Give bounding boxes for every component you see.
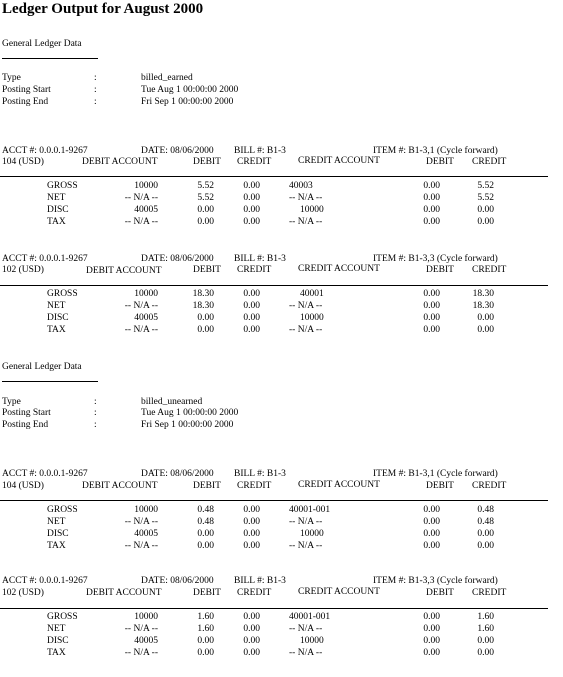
bill-number: BILL #: B1-3 bbox=[234, 576, 286, 586]
credit-cell: 0.00 bbox=[243, 217, 260, 227]
credit-cell: 0.00 bbox=[477, 636, 494, 646]
table-rule bbox=[0, 608, 548, 609]
row-type: GROSS bbox=[47, 181, 78, 191]
gl-account: 102 (USD) bbox=[2, 588, 44, 598]
credit-cell: 0.00 bbox=[243, 612, 260, 622]
credit-cell: 0.00 bbox=[477, 325, 494, 335]
item-number: ITEM #: B1-3,1 (Cycle forward) bbox=[373, 469, 498, 479]
row-type: TAX bbox=[47, 325, 66, 335]
field-separator: : bbox=[94, 85, 97, 95]
credit-account-cell: -- N/A -- bbox=[289, 517, 323, 527]
debit-cell: 18.30 bbox=[192, 301, 214, 311]
field-label: Posting Start bbox=[2, 408, 51, 418]
credit-cell: 0.00 bbox=[243, 181, 260, 191]
debit-cell: 0.48 bbox=[197, 505, 214, 515]
credit-cell: 0.00 bbox=[243, 193, 260, 203]
debit-cell: 18.30 bbox=[192, 289, 214, 299]
row-type: DISC bbox=[47, 636, 69, 646]
field-separator: : bbox=[94, 397, 97, 407]
credit-account-cell: -- N/A -- bbox=[289, 624, 323, 634]
acct-number: ACCT #: 0.0.0.1-9267 bbox=[2, 469, 88, 479]
debit-cell: 0.00 bbox=[197, 541, 214, 551]
credit-cell: 0.48 bbox=[477, 505, 494, 515]
col-credit: CREDIT bbox=[472, 265, 507, 275]
col-debit: DEBIT bbox=[193, 265, 221, 275]
debit-account-cell: -- N/A -- bbox=[124, 325, 158, 335]
credit-account-cell: -- N/A -- bbox=[289, 325, 323, 335]
col-credit: CREDIT bbox=[237, 157, 272, 167]
debit-cell: 0.00 bbox=[423, 505, 440, 515]
credit-account-cell: 10000 bbox=[300, 529, 324, 539]
credit-cell: 0.00 bbox=[477, 648, 494, 658]
row-type: NET bbox=[47, 624, 66, 634]
debit-cell: 0.00 bbox=[423, 205, 440, 215]
col-credit: CREDIT bbox=[472, 588, 507, 598]
col-debit: DEBIT bbox=[426, 157, 454, 167]
section-heading: General Ledger Data bbox=[2, 39, 82, 49]
credit-cell: 0.00 bbox=[243, 205, 260, 215]
field-value: Fri Sep 1 00:00:00 2000 bbox=[141, 420, 234, 430]
row-type: DISC bbox=[47, 313, 69, 323]
debit-cell: 0.00 bbox=[423, 313, 440, 323]
credit-cell: 1.60 bbox=[477, 624, 494, 634]
row-type: GROSS bbox=[47, 612, 78, 622]
debit-account-cell: 40005 bbox=[134, 313, 158, 323]
entry-date: DATE: 08/06/2000 bbox=[141, 254, 214, 264]
col-debit-account: DEBIT ACCOUNT bbox=[82, 157, 158, 167]
col-debit-account: DEBIT ACCOUNT bbox=[86, 266, 162, 276]
field-label: Posting End bbox=[2, 97, 49, 107]
row-type: TAX bbox=[47, 217, 66, 227]
debit-cell: 0.00 bbox=[423, 181, 440, 191]
row-type: NET bbox=[47, 517, 66, 527]
field-value: billed_unearned bbox=[141, 397, 203, 407]
debit-cell: 0.00 bbox=[423, 193, 440, 203]
col-debit: DEBIT bbox=[193, 588, 221, 598]
debit-cell: 0.00 bbox=[423, 541, 440, 551]
field-value: Tue Aug 1 00:00:00 2000 bbox=[141, 85, 239, 95]
debit-account-cell: -- N/A -- bbox=[124, 624, 158, 634]
col-credit-account: CREDIT ACCOUNT bbox=[298, 480, 380, 490]
debit-cell: 5.52 bbox=[197, 181, 214, 191]
credit-cell: 0.00 bbox=[243, 529, 260, 539]
debit-cell: 0.00 bbox=[423, 612, 440, 622]
col-credit-account: CREDIT ACCOUNT bbox=[298, 156, 380, 166]
entry-date: DATE: 08/06/2000 bbox=[141, 469, 214, 479]
debit-cell: 0.00 bbox=[197, 325, 214, 335]
field-label: Posting Start bbox=[2, 85, 51, 95]
debit-cell: 0.00 bbox=[423, 325, 440, 335]
row-type: TAX bbox=[47, 541, 66, 551]
col-debit: DEBIT bbox=[193, 481, 221, 491]
col-debit-account: DEBIT ACCOUNT bbox=[82, 481, 158, 491]
debit-cell: 0.00 bbox=[423, 301, 440, 311]
field-label: Type bbox=[2, 397, 21, 407]
credit-account-cell: -- N/A -- bbox=[289, 301, 323, 311]
credit-cell: 0.00 bbox=[243, 505, 260, 515]
gl-account: 102 (USD) bbox=[2, 265, 44, 275]
acct-number: ACCT #: 0.0.0.1-9267 bbox=[2, 576, 88, 586]
debit-cell: 0.00 bbox=[197, 205, 214, 215]
credit-account-cell: 40001 bbox=[300, 289, 324, 299]
debit-cell: 0.00 bbox=[423, 648, 440, 658]
row-type: TAX bbox=[47, 648, 66, 658]
field-separator: : bbox=[94, 97, 97, 107]
row-type: DISC bbox=[47, 205, 69, 215]
debit-cell: 5.52 bbox=[197, 193, 214, 203]
credit-account-cell: 40001-001 bbox=[289, 505, 331, 515]
debit-account-cell: 10000 bbox=[134, 289, 158, 299]
section-heading: General Ledger Data bbox=[2, 362, 82, 372]
credit-cell: 0.00 bbox=[477, 205, 494, 215]
credit-account-cell: 40003 bbox=[289, 181, 313, 191]
col-credit: CREDIT bbox=[237, 265, 272, 275]
debit-account-cell: -- N/A -- bbox=[124, 217, 158, 227]
gl-account: 104 (USD) bbox=[2, 157, 44, 167]
debit-account-cell: -- N/A -- bbox=[124, 301, 158, 311]
entry-date: DATE: 08/06/2000 bbox=[141, 576, 214, 586]
debit-cell: 0.00 bbox=[423, 217, 440, 227]
debit-account-cell: 10000 bbox=[134, 612, 158, 622]
credit-cell: 0.00 bbox=[243, 541, 260, 551]
debit-cell: 0.00 bbox=[423, 289, 440, 299]
debit-cell: 1.60 bbox=[197, 624, 214, 634]
table-rule bbox=[0, 285, 548, 286]
debit-cell: 0.00 bbox=[423, 517, 440, 527]
debit-cell: 1.60 bbox=[197, 612, 214, 622]
debit-cell: 0.00 bbox=[423, 636, 440, 646]
col-credit: CREDIT bbox=[472, 481, 507, 491]
credit-cell: 5.52 bbox=[477, 193, 494, 203]
credit-cell: 18.30 bbox=[472, 301, 494, 311]
debit-account-cell: -- N/A -- bbox=[124, 193, 158, 203]
item-number: ITEM #: B1-3,1 (Cycle forward) bbox=[373, 146, 498, 156]
col-credit: CREDIT bbox=[237, 588, 272, 598]
credit-cell: 5.52 bbox=[477, 181, 494, 191]
row-type: GROSS bbox=[47, 505, 78, 515]
credit-account-cell: -- N/A -- bbox=[289, 193, 323, 203]
acct-number: ACCT #: 0.0.0.1-9267 bbox=[2, 254, 88, 264]
table-rule bbox=[0, 176, 548, 177]
debit-account-cell: 10000 bbox=[134, 505, 158, 515]
item-number: ITEM #: B1-3,3 (Cycle forward) bbox=[373, 254, 498, 264]
entry-date: DATE: 08/06/2000 bbox=[141, 146, 214, 156]
col-debit: DEBIT bbox=[193, 157, 221, 167]
debit-account-cell: -- N/A -- bbox=[124, 517, 158, 527]
bill-number: BILL #: B1-3 bbox=[234, 469, 286, 479]
field-label: Posting End bbox=[2, 420, 49, 430]
credit-account-cell: -- N/A -- bbox=[289, 217, 323, 227]
row-type: DISC bbox=[47, 529, 69, 539]
col-credit: CREDIT bbox=[472, 157, 507, 167]
field-value: Fri Sep 1 00:00:00 2000 bbox=[141, 97, 234, 107]
row-type: GROSS bbox=[47, 289, 78, 299]
debit-cell: 0.00 bbox=[423, 529, 440, 539]
table-rule bbox=[0, 500, 548, 501]
credit-cell: 0.00 bbox=[477, 541, 494, 551]
bill-number: BILL #: B1-3 bbox=[234, 254, 286, 264]
col-debit: DEBIT bbox=[426, 481, 454, 491]
credit-cell: 0.00 bbox=[243, 517, 260, 527]
credit-account-cell: 10000 bbox=[300, 205, 324, 215]
row-type: NET bbox=[47, 301, 66, 311]
credit-cell: 0.00 bbox=[243, 624, 260, 634]
debit-cell: 0.00 bbox=[197, 313, 214, 323]
col-credit-account: CREDIT ACCOUNT bbox=[298, 264, 380, 274]
col-debit: DEBIT bbox=[426, 265, 454, 275]
item-number: ITEM #: B1-3,3 (Cycle forward) bbox=[373, 576, 498, 586]
acct-number: ACCT #: 0.0.0.1-9267 bbox=[2, 146, 88, 156]
credit-cell: 0.00 bbox=[477, 217, 494, 227]
credit-account-cell: 10000 bbox=[300, 636, 324, 646]
field-value: Tue Aug 1 00:00:00 2000 bbox=[141, 408, 239, 418]
col-credit: CREDIT bbox=[237, 481, 272, 491]
debit-cell: 0.48 bbox=[197, 517, 214, 527]
row-type: NET bbox=[47, 193, 66, 203]
field-separator: : bbox=[94, 408, 97, 418]
page-title: Ledger Output for August 2000 bbox=[2, 1, 204, 17]
bill-number: BILL #: B1-3 bbox=[234, 146, 286, 156]
credit-cell: 0.48 bbox=[477, 517, 494, 527]
debit-account-cell: 40005 bbox=[134, 636, 158, 646]
field-label: Type bbox=[2, 73, 21, 83]
col-debit-account: DEBIT ACCOUNT bbox=[86, 588, 162, 598]
debit-cell: 0.00 bbox=[197, 217, 214, 227]
field-separator: : bbox=[94, 73, 97, 83]
credit-cell: 1.60 bbox=[477, 612, 494, 622]
credit-cell: 18.30 bbox=[472, 289, 494, 299]
credit-cell: 0.00 bbox=[243, 325, 260, 335]
credit-account-cell: -- N/A -- bbox=[289, 541, 323, 551]
credit-cell: 0.00 bbox=[243, 313, 260, 323]
debit-account-cell: -- N/A -- bbox=[124, 541, 158, 551]
debit-cell: 0.00 bbox=[197, 529, 214, 539]
credit-account-cell: 10000 bbox=[300, 313, 324, 323]
credit-cell: 0.00 bbox=[477, 313, 494, 323]
debit-account-cell: 10000 bbox=[134, 181, 158, 191]
debit-account-cell: 40005 bbox=[134, 529, 158, 539]
section-heading-rule bbox=[2, 381, 98, 382]
debit-cell: 0.00 bbox=[197, 648, 214, 658]
section-heading-rule bbox=[2, 58, 98, 59]
debit-cell: 0.00 bbox=[197, 636, 214, 646]
debit-cell: 0.00 bbox=[423, 624, 440, 634]
credit-account-cell: 40001-001 bbox=[289, 612, 331, 622]
field-value: billed_earned bbox=[141, 73, 193, 83]
credit-cell: 0.00 bbox=[243, 648, 260, 658]
credit-cell: 0.00 bbox=[477, 529, 494, 539]
col-credit-account: CREDIT ACCOUNT bbox=[298, 587, 380, 597]
credit-account-cell: -- N/A -- bbox=[289, 648, 323, 658]
gl-account: 104 (USD) bbox=[2, 481, 44, 491]
credit-cell: 0.00 bbox=[243, 636, 260, 646]
field-separator: : bbox=[94, 420, 97, 430]
credit-cell: 0.00 bbox=[243, 289, 260, 299]
credit-cell: 0.00 bbox=[243, 301, 260, 311]
col-debit: DEBIT bbox=[426, 588, 454, 598]
debit-account-cell: -- N/A -- bbox=[124, 648, 158, 658]
debit-account-cell: 40005 bbox=[134, 205, 158, 215]
